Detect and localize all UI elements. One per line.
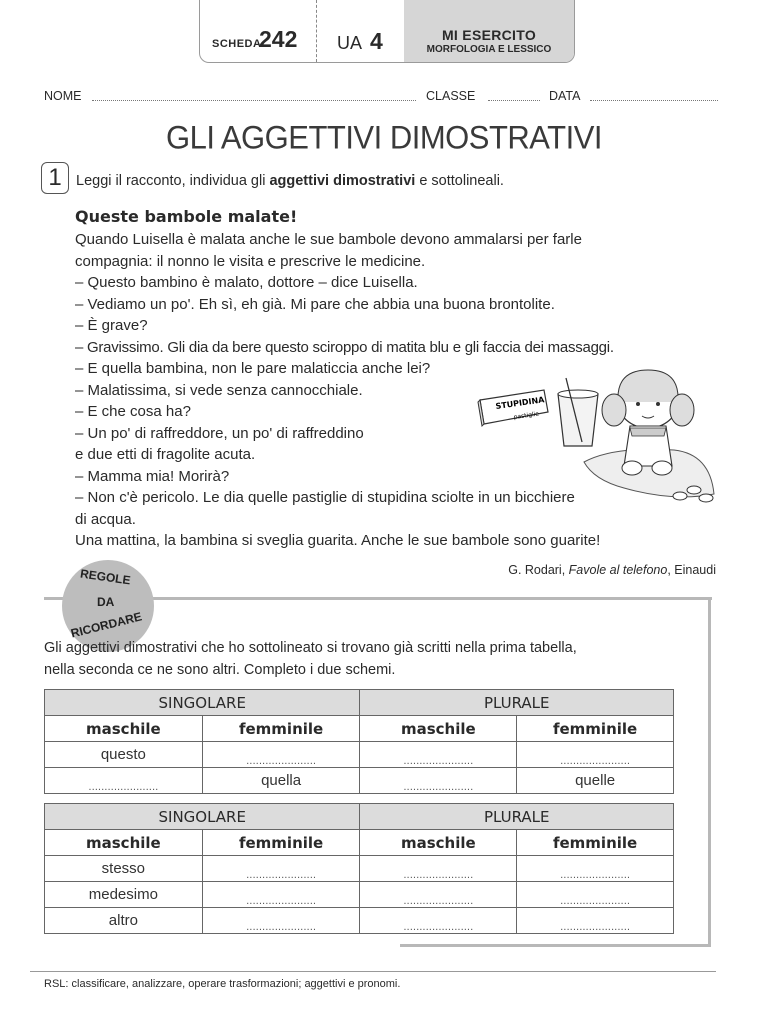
rules-badge-word-1: REGOLE (79, 566, 132, 588)
scheda-number: 242 (259, 26, 298, 52)
table-group-header-plural: PLURALE (360, 804, 674, 830)
header-divider (316, 0, 317, 62)
table-blank-cell[interactable]: ...................... (517, 742, 674, 768)
table-row (45, 742, 674, 768)
table-row (45, 882, 674, 908)
table-blank-cell[interactable]: ...................... (360, 882, 517, 908)
instruction-text-bold: aggettivi dimostrativi (269, 173, 416, 189)
table-col-header: femminile (517, 830, 674, 856)
table-cell: questo (45, 742, 203, 768)
table-col-header: maschile (360, 830, 517, 856)
story-line: – Questo bambino è malato, dottore – dice Luisella. (75, 274, 418, 291)
table-blank-cell[interactable]: ...................... (517, 882, 674, 908)
rules-box-right-border (708, 597, 711, 947)
table-row (45, 908, 674, 934)
table-row (45, 768, 674, 794)
table-blank-cell[interactable]: ...................... (45, 768, 203, 794)
class-label: CLASSE (426, 89, 476, 103)
rules-text-line: nella seconda ce ne sono altri. Completo i due schemi. (44, 662, 396, 678)
story-line: e due etti di fragolite acuta. (75, 446, 256, 463)
table-blank-cell[interactable]: ...................... (517, 908, 674, 934)
table-blank-cell[interactable]: ...................... (517, 856, 674, 882)
table-cell: quella (202, 768, 360, 794)
story-line: – E che cosa ha? (75, 403, 191, 420)
section-label-area (404, 0, 574, 62)
glass-icon (558, 378, 598, 446)
pill-box-label: STUPIDINA (495, 395, 545, 411)
table-cell: stesso (45, 856, 203, 882)
scheda-label: SCHEDA (212, 38, 262, 50)
table-blank-cell[interactable]: ...................... (360, 856, 517, 882)
rules-badge-word-3: RICORDARE (69, 609, 144, 641)
story-line: – È grave? (75, 317, 148, 334)
table-col-header: maschile (45, 830, 203, 856)
rules-badge-word-2: DA (97, 595, 115, 609)
story-line: – Mamma mia! Morirà? (75, 467, 230, 485)
instruction-text-start: Leggi il racconto, individua gli (76, 173, 270, 189)
footer-divider (30, 971, 716, 972)
table-col-header: maschile (360, 716, 517, 742)
ua-label: UA (337, 33, 363, 53)
credit-publisher: , Einaudi (667, 563, 716, 577)
pill-box-sublabel: pastiglie (513, 410, 540, 421)
table-group-header-singular: SINGOLARE (45, 804, 360, 830)
table-blank-cell[interactable]: ...................... (360, 908, 517, 934)
section-title: MI ESERCITO (441, 27, 537, 43)
table-blank-cell[interactable]: ...................... (360, 768, 517, 794)
story-line: – Gravissimo. Gli dia da bere questo sciroppo di matita blu e gli faccia dei massaggi. (75, 338, 614, 356)
worksheet-header-tab (199, 0, 575, 63)
doll-illustration (474, 362, 724, 512)
page-title: GLI AGGETTIVI DIMOSTRATIVI (166, 119, 602, 156)
story-line: – Non c'è pericolo. Le dia quelle pastiglie di stupidina sciolte in un bicchiere (75, 489, 575, 506)
class-field[interactable] (488, 100, 540, 101)
story-line: – Malatissima, si vede senza cannocchiale. (75, 381, 363, 399)
pill-box-icon (478, 390, 548, 426)
table-blank-cell[interactable]: ...................... (360, 742, 517, 768)
table-cell: quelle (517, 768, 674, 794)
table-row (45, 856, 674, 882)
date-field[interactable] (590, 100, 718, 101)
demonstratives-table-1 (44, 689, 674, 794)
story-line: Quando Luisella è malata anche le sue bambole devono ammalarsi per farle (75, 231, 582, 248)
footer-note: RSL: classificare, analizzare, operare trasformazioni; aggettivi e pronomi. (44, 978, 401, 990)
table-cell: medesimo (45, 882, 203, 908)
doll-figure (584, 370, 714, 497)
rules-instructions (44, 637, 684, 681)
story-line: di acqua. (75, 510, 136, 528)
table-blank-cell[interactable]: ...................... (202, 882, 360, 908)
table-blank-cell[interactable]: ...................... (202, 856, 360, 882)
table-col-header: maschile (45, 716, 203, 742)
name-field[interactable] (92, 100, 416, 101)
exercise-number-badge: 1 (41, 162, 69, 194)
table-cell: altro (45, 908, 203, 934)
table-col-header: femminile (202, 830, 360, 856)
story-line: – E quella bambina, non le pare malaticcia anche lei? (75, 360, 431, 377)
section-subtitle: MORFOLOGIA E LESSICO (426, 44, 552, 55)
table-group-header-singular: SINGOLARE (45, 690, 360, 716)
demonstratives-table-2 (44, 803, 674, 934)
story-line: Una mattina, la bambina si sveglia guarita. Anche le sue bambole sono guarite! (75, 532, 601, 549)
story-title: Queste bambole malate! (75, 207, 298, 226)
table-blank-cell[interactable]: ...................... (202, 908, 360, 934)
instruction-text-end: e sottolineali. (415, 173, 504, 189)
story-line: – Vediamo un po'. Eh sì, eh già. Mi pare che abbia una buona brontolite. (75, 295, 555, 313)
worksheet-id-area (200, 0, 404, 62)
story-line: compagnia: il nonno le visita e prescrive le medicine. (75, 252, 426, 270)
date-label: DATA (549, 89, 581, 103)
rules-box-bottom-border (400, 944, 711, 947)
story-credit (508, 563, 716, 577)
table-group-header-plural: PLURALE (360, 690, 674, 716)
name-label: NOME (44, 89, 82, 103)
table-col-header: femminile (517, 716, 674, 742)
table-col-header: femminile (202, 716, 360, 742)
credit-work: Favole al telefono (568, 563, 668, 577)
table-blank-cell[interactable]: ...................... (202, 742, 360, 768)
exercise-instruction (76, 173, 504, 189)
rules-text-line: Gli aggettivi dimostrativi che ho sottolineato si trovano già scritti nella prima tabella, (44, 640, 577, 656)
ua-number: 4 (370, 28, 383, 54)
credit-author: G. Rodari, (508, 563, 569, 577)
story-line: – Un po' di raffreddore, un po' di raffreddino (75, 424, 364, 442)
